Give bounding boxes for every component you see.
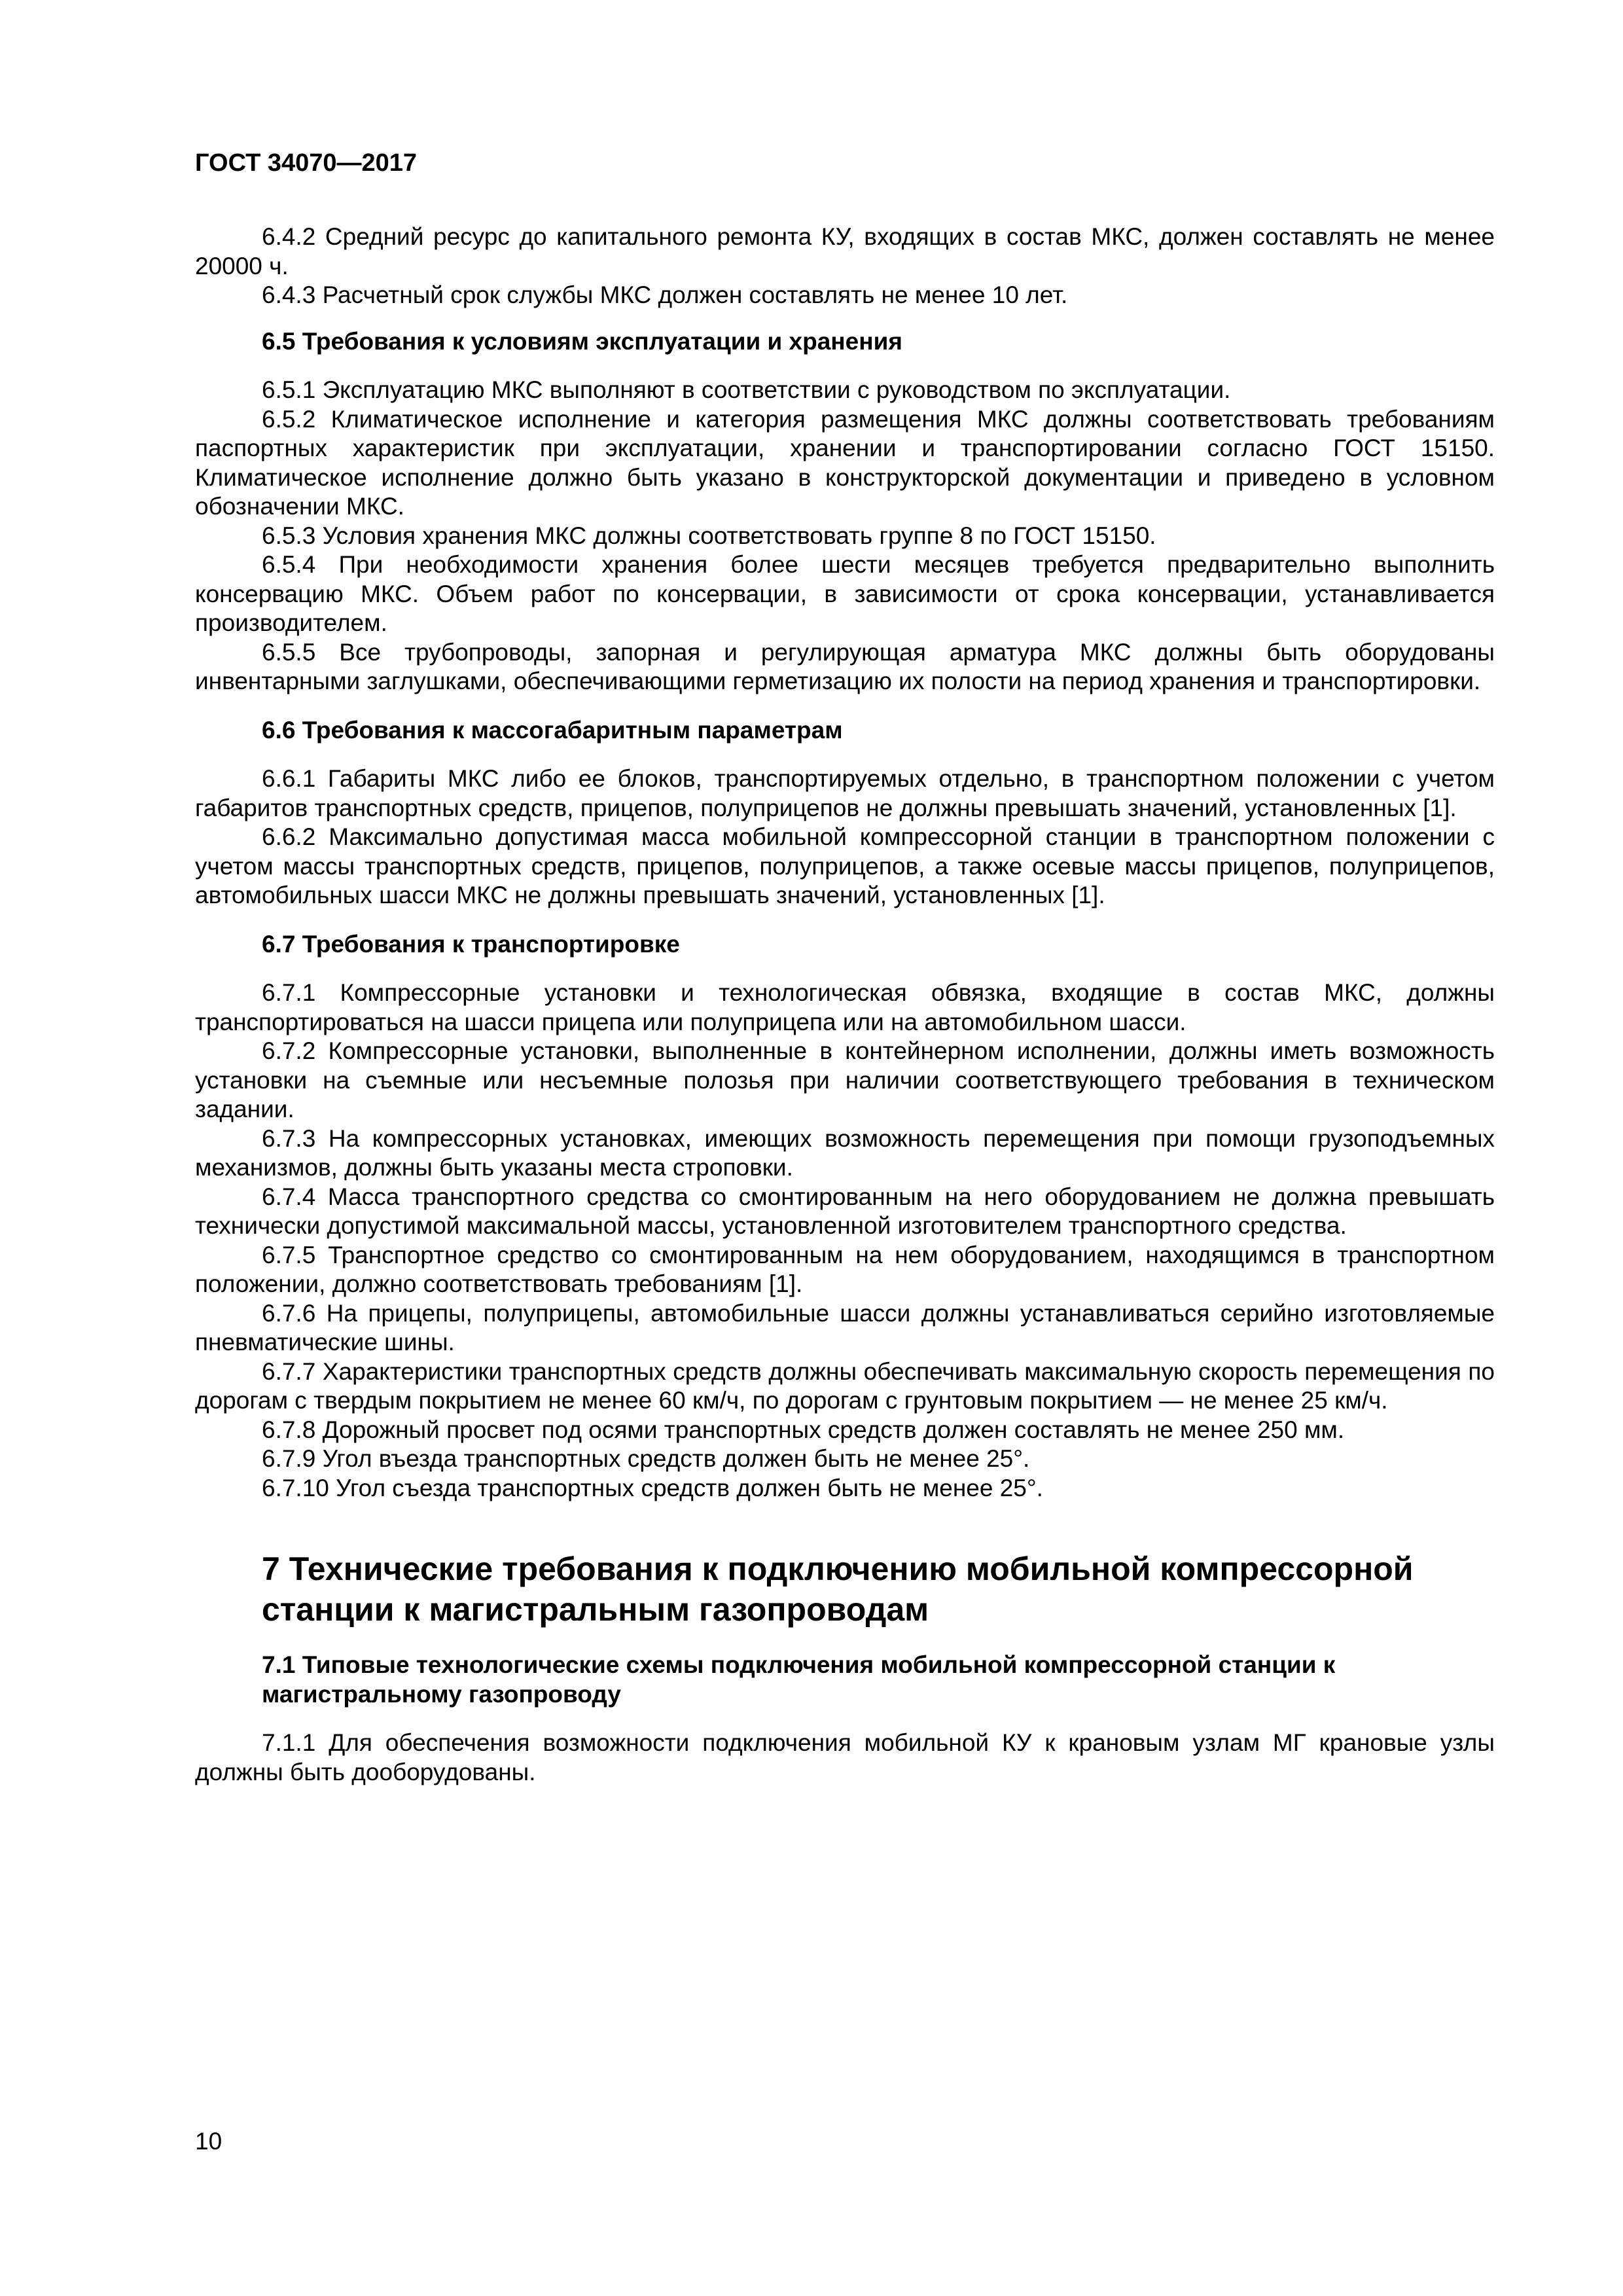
paragraph-6-5-1: 6.5.1 Эксплуатацию МКС выполняют в соответствии с руководством по эксплуатации.: [262, 376, 1231, 403]
paragraph-6-7-9: 6.7.9 Угол въезда транспортных средств должен быть не менее 25°.: [262, 1445, 1030, 1472]
paragraph-6-7-8: 6.7.8 Дорожный просвет под осями транспортных средств должен составлять не менее 250 мм.: [262, 1416, 1345, 1443]
paragraph-6-5-3: 6.5.3 Условия хранения МКС должны соответствовать группе 8 по ГОСТ 15150.: [262, 522, 1156, 549]
section-heading-7-1: 7.1 Типовые технологические схемы подключения мобильной компрессорной станции к магистральному газопроводу: [262, 1651, 1336, 1708]
paragraph-6-7-5: 6.7.5 Транспортное средство со смонтированным на нем оборудованием, находящимся в транспортном положении, должно соответствовать требованиям [1].: [195, 1241, 1495, 1297]
paragraph-6-5-4: 6.5.4 При необходимости хранения более шести месяцев требуется предварительно выполнить консервацию МКС. Объем работ по консервации, в зависимости от срока консервации, устанавливается производителем.: [195, 551, 1495, 636]
paragraph-6-7-3: 6.7.3 На компрессорных установках, имеющих возможность перемещения при помощи грузоподъемных механизмов, должны быть указаны места строповки.: [195, 1124, 1495, 1181]
section-heading-6-6: 6.6 Требования к массогабаритным параметрам: [262, 716, 843, 744]
paragraph-6-4-3: 6.4.3 Расчетный срок службы МКС должен составлять не менее 10 лет.: [262, 281, 1068, 308]
paragraph-6-7-2: 6.7.2 Компрессорные установки, выполненные в контейнерном исполнении, должны иметь возможность установки на съемные или несъемные полозья при наличии соответствующего требования в техническом задании.: [195, 1037, 1495, 1122]
paragraph-6-4-2: 6.4.2 Средний ресурс до капитального ремонта КУ, входящих в состав МКС, должен составлять не менее 20000 ч.: [195, 223, 1495, 279]
document-body: [195, 223, 1495, 1787]
section-heading-6-7: 6.7 Требования к транспортировке: [262, 930, 680, 958]
paragraph-6-6-2: 6.6.2 Максимально допустимая масса мобильной компрессорной станции в транспортном положении с учетом массы транспортных средств, прицепов, полуприцепов, а также осевые массы прицепов, полуприцепов, автомобильных шасси МКС не должны превышать значений, установленных [1].: [195, 823, 1495, 908]
paragraph-6-7-4: 6.7.4 Масса транспортного средства со смонтированным на него оборудованием не должна превышать технически допустимой максимальной массы, установленной изготовителем транспортного средства.: [195, 1183, 1495, 1239]
chapter-heading-7: 7 Технические требования к подключению мобильной компрессорной станции к магистральным газопроводам: [262, 1551, 1414, 1628]
document-code-header: ГОСТ 34070—2017: [195, 149, 418, 177]
page-number: 10: [195, 2128, 223, 2155]
paragraph-6-7-6: 6.7.6 На прицепы, полуприцепы, автомобильные шасси должны устанавливаться серийно изготовляемые пневматические шины.: [195, 1299, 1495, 1355]
paragraph-6-7-10: 6.7.10 Угол съезда транспортных средств должен быть не менее 25°.: [262, 1474, 1043, 1501]
paragraph-6-6-1: 6.6.1 Габариты МКС либо ее блоков, транспортируемых отдельно, в транспортном положении с учетом габаритов транспортных средств, прицепов, полуприцепов не должны превышать значений, установленных [1].: [195, 765, 1495, 821]
paragraph-6-5-5: 6.5.5 Все трубопроводы, запорная и регулирующая арматура МКС должны быть оборудованы инвентарными заглушками, обеспечивающими герметизацию их полости на период хранения и транспортировки.: [195, 638, 1495, 694]
paragraph-7-1-1: 7.1.1 Для обеспечения возможности подключения мобильной КУ к крановым узлам МГ крановые узлы должны быть дооборудованы.: [195, 1729, 1495, 1785]
section-heading-6-5: 6.5 Требования к условиям эксплуатации и хранения: [262, 327, 902, 355]
paragraph-6-7-7: 6.7.7 Характеристики транспортных средств должны обеспечивать максимальную скорость перемещения по дорогам с твердым покрытием не менее 60 км/ч, по дорогам с грунтовым покрытием — не менее 25 км/ч.: [195, 1357, 1495, 1414]
paragraph-6-7-1: 6.7.1 Компрессорные установки и технологическая обвязка, входящие в состав МКС, должны транспортироваться на шасси прицепа или полуприцепа или на автомобильном шасси.: [195, 979, 1495, 1035]
paragraph-6-5-2: 6.5.2 Климатическое исполнение и категория размещения МКС должны соответствовать требованиям паспортных характеристик при эксплуатации, хранении и транспортировании согласно ГОСТ 15150. Климатическое исполнение должно быть указано в конструкторской документации и приведено в условном обозначении МКС.: [195, 405, 1495, 520]
